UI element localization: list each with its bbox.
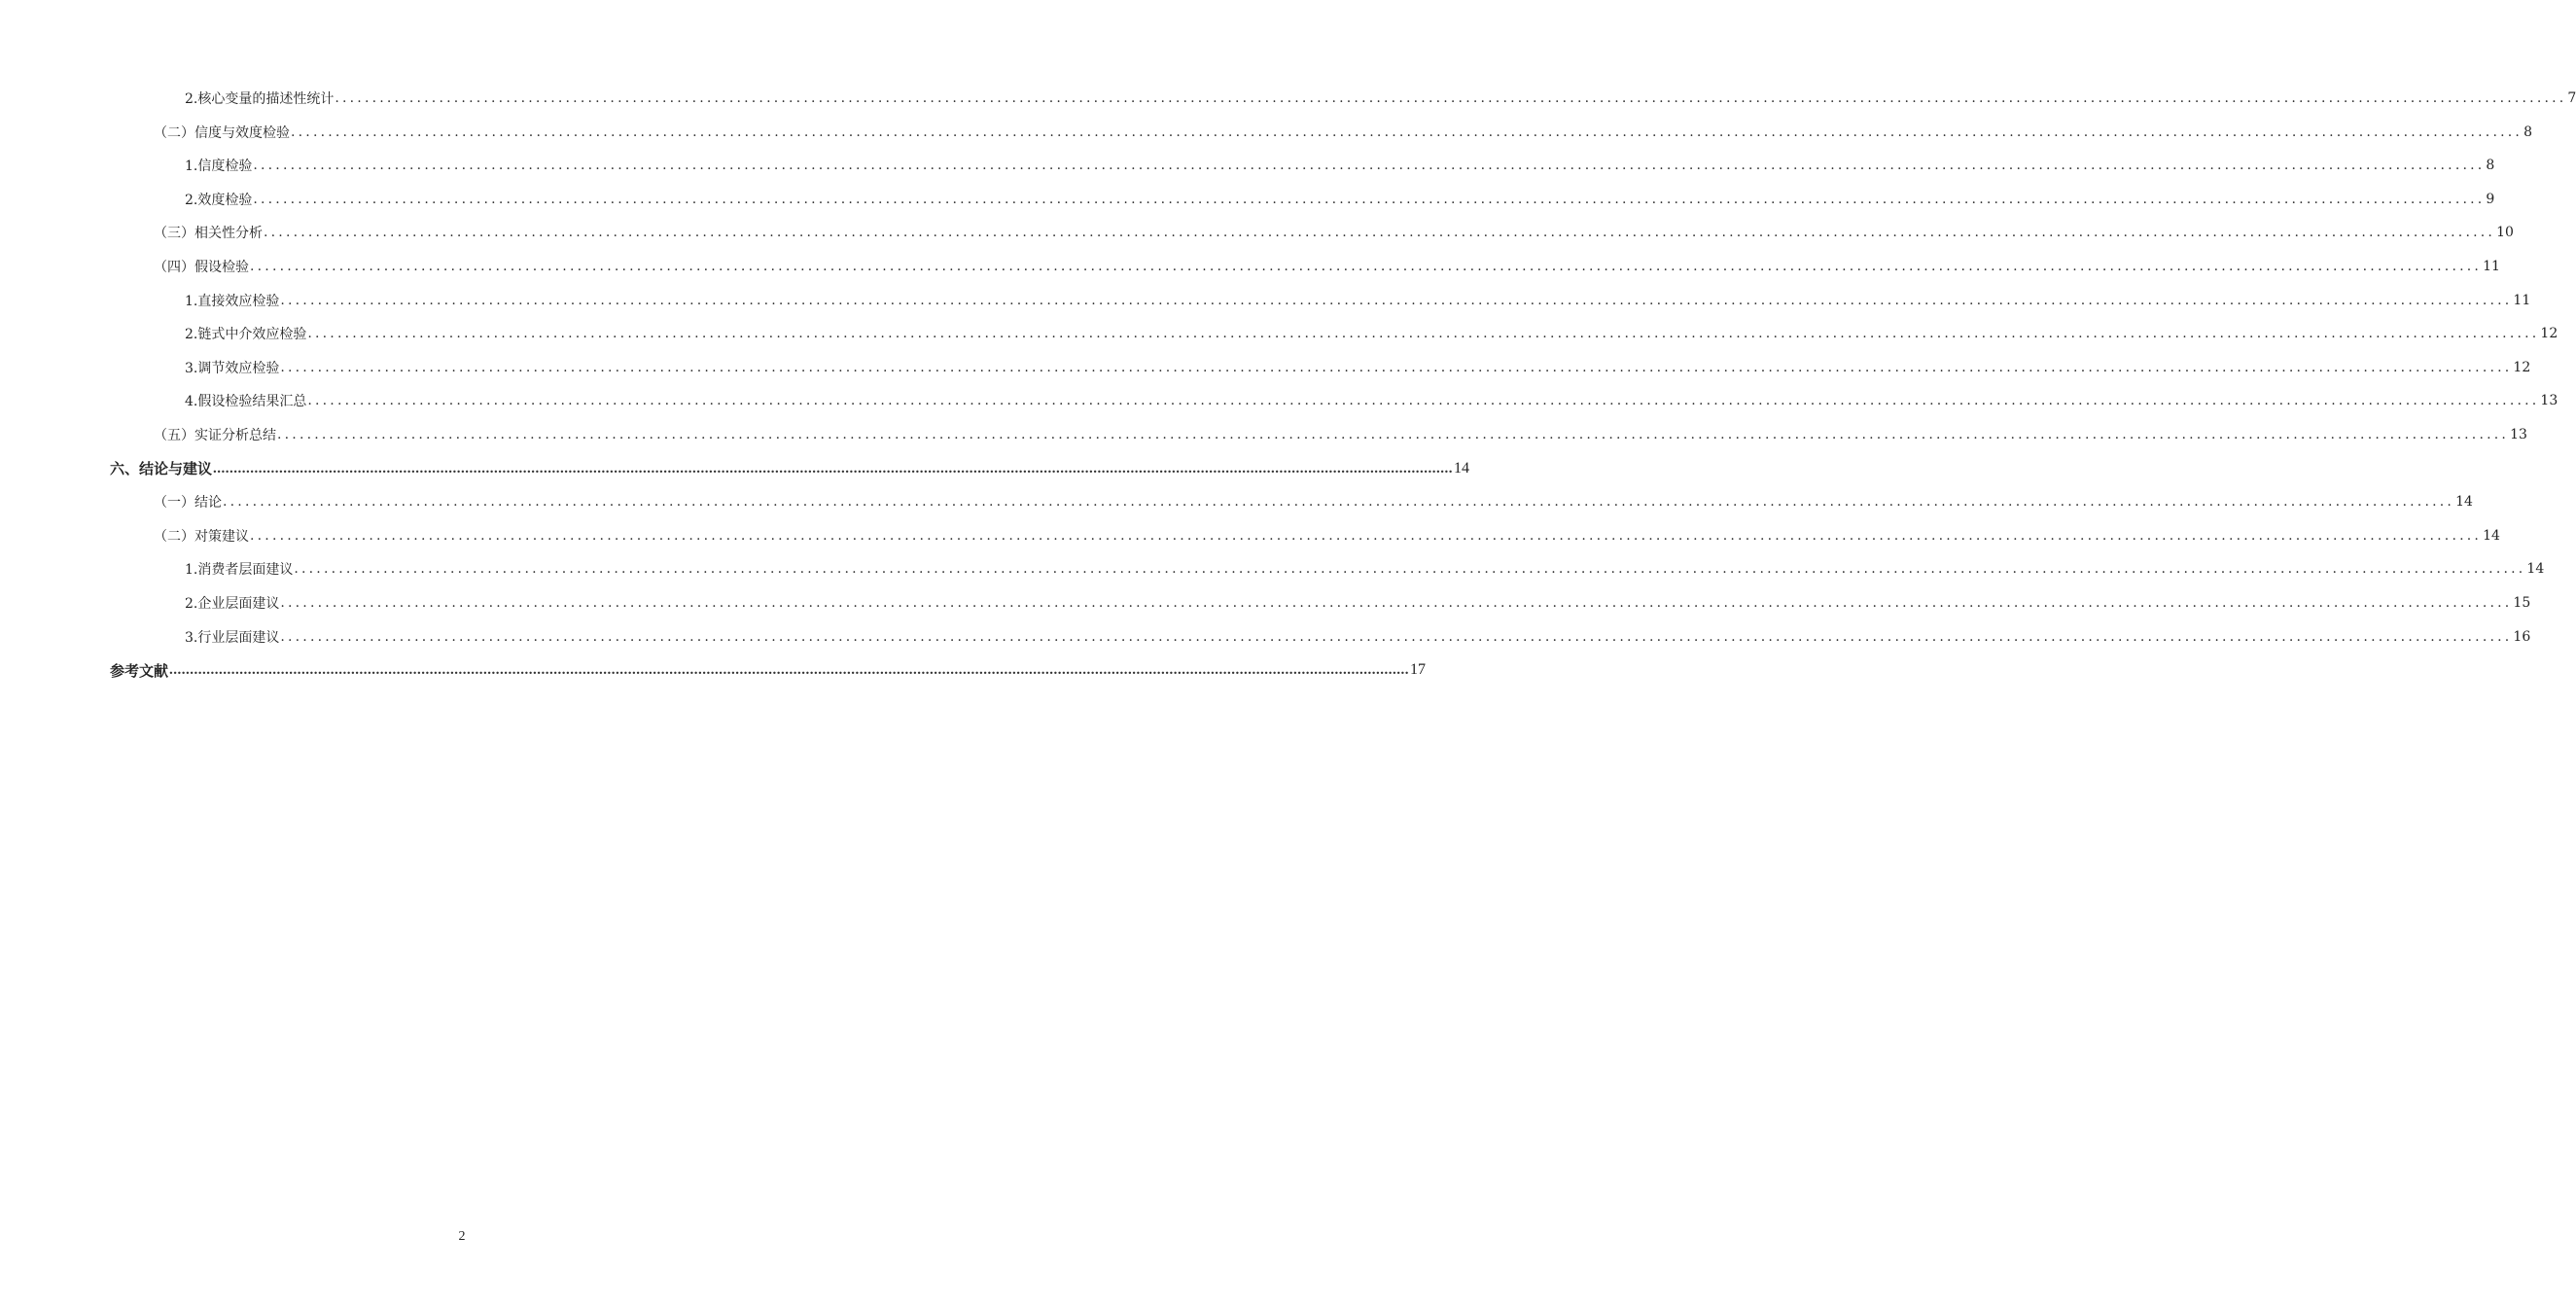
toc-dot-leader: ............................................................................................................................................................................................................................................................................................................ bbox=[264, 225, 2496, 241]
toc-dot-leader: ............................................................................................................................................................................................................................................................................................................ bbox=[253, 158, 2486, 174]
toc-dot-leader: ............................................................................................................................................................................................................................................................................................................ bbox=[280, 595, 2513, 611]
toc-entry[interactable] bbox=[185, 386, 2558, 415]
toc-page-number: 12 bbox=[2540, 326, 2558, 342]
toc-entry-title: 参考文献 bbox=[110, 663, 169, 680]
toc-dot-leader: ............................................................................................................................................................................................................................................................................................................ bbox=[250, 259, 2483, 274]
toc-page-number: 15 bbox=[2513, 595, 2531, 611]
toc-page-number: 13 bbox=[2510, 427, 2527, 442]
toc-entry[interactable] bbox=[185, 554, 2545, 583]
toc-entry[interactable] bbox=[185, 286, 2531, 315]
toc-dot-leader: ............................................................................................................................................................................................................................................................................................................ bbox=[277, 427, 2510, 442]
toc-entry[interactable] bbox=[154, 218, 2514, 247]
toc-entry-title: （二）信度与效度检验 bbox=[154, 124, 290, 141]
toc-entry[interactable] bbox=[185, 588, 2531, 618]
toc-entry-title: 3.行业层面建议 bbox=[185, 629, 280, 646]
toc-dot-leader: ............................................................................................................................................................................................................................................................................................................ bbox=[335, 90, 2567, 106]
toc-dot-leader: ............................................................................................................................................................................................................................................................................................................ bbox=[253, 191, 2486, 207]
toc-entry[interactable] bbox=[154, 487, 2473, 516]
toc-page-number: 14 bbox=[2455, 494, 2473, 511]
toc-entry-title: 2.企业层面建议 bbox=[185, 596, 280, 612]
toc-dot-leader: ............................................................................................................................................................................................................................................................................................................ bbox=[213, 460, 1454, 477]
toc-page-number: 11 bbox=[2513, 292, 2531, 308]
toc-entry-title: （四）假设检验 bbox=[154, 260, 249, 275]
toc-entry[interactable] bbox=[154, 252, 2500, 281]
toc-page-number: 11 bbox=[2483, 259, 2500, 274]
toc-entry-title: 4.假设检验结果汇总 bbox=[185, 394, 307, 410]
toc-entry-title: 2.核心变量的描述性统计 bbox=[185, 91, 335, 107]
toc-page-number: 10 bbox=[2496, 225, 2514, 241]
toc-entry-title: （一）结论 bbox=[154, 495, 222, 512]
toc-entry[interactable] bbox=[110, 655, 1427, 685]
toc-entry-title: 3.调节效应检验 bbox=[185, 360, 280, 376]
toc-entry[interactable] bbox=[110, 454, 1470, 483]
page-number-footer: 2 bbox=[458, 1229, 466, 1244]
toc-dot-leader: ............................................................................................................................................................................................................................................................................................................ bbox=[307, 393, 2540, 409]
toc-entry[interactable] bbox=[154, 118, 2532, 147]
toc-page-number: 16 bbox=[2513, 628, 2531, 645]
toc-entry-title: （三）相关性分析 bbox=[154, 226, 263, 242]
toc-page-number: 8 bbox=[2523, 124, 2532, 140]
toc-entry-title: 六、结论与建议 bbox=[110, 462, 213, 478]
toc-entry-title: 1.直接效应检验 bbox=[185, 293, 280, 309]
toc-entry[interactable] bbox=[185, 353, 2531, 382]
toc-page-number: 14 bbox=[1454, 459, 1470, 477]
toc-dot-leader: ............................................................................................................................................................................................................................................................................................................ bbox=[250, 527, 2483, 544]
toc-page-number: 9 bbox=[2486, 191, 2495, 207]
toc-page-number: 13 bbox=[2540, 393, 2558, 409]
toc-entry[interactable] bbox=[154, 521, 2500, 550]
toc-entry[interactable] bbox=[185, 185, 2495, 214]
toc-page-number: 12 bbox=[2513, 359, 2531, 375]
toc-entry-title: 2.链式中介效应检验 bbox=[185, 327, 307, 343]
toc-entry[interactable] bbox=[185, 622, 2531, 652]
toc-entry-title: 1.信度检验 bbox=[185, 159, 253, 175]
toc-page-number: 14 bbox=[2526, 561, 2545, 578]
toc-dot-leader: ............................................................................................................................................................................................................................................................................................................ bbox=[307, 326, 2540, 342]
toc-entry-title: （五）实证分析总结 bbox=[154, 428, 276, 443]
toc-entry[interactable] bbox=[154, 420, 2527, 449]
toc-dot-leader: ............................................................................................................................................................................................................................................................................................................ bbox=[280, 628, 2513, 645]
toc-dot-leader: ............................................................................................................................................................................................................................................................................................................ bbox=[169, 662, 1410, 679]
toc-entry[interactable] bbox=[185, 151, 2495, 180]
toc-dot-leader: ............................................................................................................................................................................................................................................................................................................ bbox=[294, 561, 2526, 578]
toc-dot-leader: ............................................................................................................................................................................................................................................................................................................ bbox=[223, 494, 2455, 511]
toc-page-number: 7 bbox=[2567, 90, 2576, 106]
toc-entry[interactable] bbox=[185, 319, 2558, 348]
toc-entry-title: （二）对策建议 bbox=[154, 528, 249, 545]
toc-dot-leader: ............................................................................................................................................................................................................................................................................................................ bbox=[280, 292, 2513, 308]
toc-dot-leader: ............................................................................................................................................................................................................................................................................................................ bbox=[291, 124, 2523, 140]
toc-entry-title: 2.效度检验 bbox=[185, 192, 253, 208]
toc-entry[interactable] bbox=[185, 84, 2576, 113]
toc-page-number: 17 bbox=[1410, 661, 1427, 679]
toc-page-number: 14 bbox=[2483, 527, 2500, 544]
toc-page-number: 8 bbox=[2486, 158, 2495, 174]
toc-dot-leader: ............................................................................................................................................................................................................................................................................................................ bbox=[280, 359, 2513, 375]
toc-entry-title: 1.消费者层面建议 bbox=[185, 562, 294, 579]
